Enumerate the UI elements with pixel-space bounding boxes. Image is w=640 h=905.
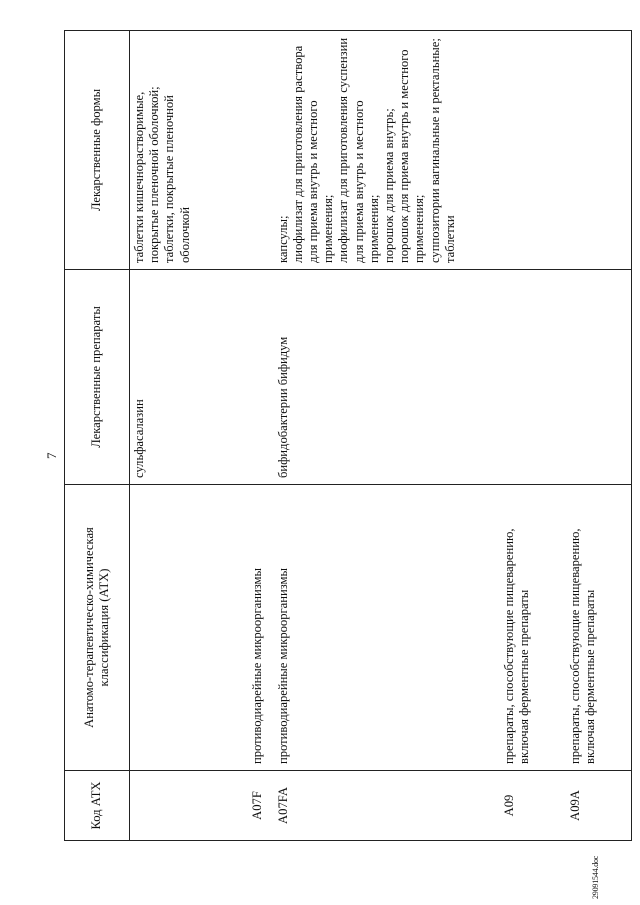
cell-classification: противодиарейные микроорганизмы xyxy=(274,485,500,771)
table-row xyxy=(566,31,632,841)
cell-code: A07F xyxy=(248,771,274,841)
cell-forms xyxy=(566,31,632,270)
atc-table xyxy=(64,30,632,841)
cell-drug xyxy=(500,270,566,485)
header-classification: Анатомо-терапевтическо-химическая классификация (АТХ) xyxy=(65,485,130,771)
cell-classification: противодиарейные микроорганизмы xyxy=(248,485,274,771)
header-code: Код АТХ xyxy=(65,771,130,841)
cell-drug: бифидобактерии бифидум xyxy=(274,270,500,485)
cell-code xyxy=(130,771,248,841)
form-item: капсулы; xyxy=(275,215,290,263)
cell-forms xyxy=(130,31,248,270)
table-header-row xyxy=(65,31,130,841)
cell-classification: препараты, способствующие пищеварению, включая ферментные препараты xyxy=(566,485,632,771)
table-row xyxy=(500,31,566,841)
table-row xyxy=(130,31,248,841)
form-item: таблетки кишечнорастворимые, покрытые пленочной оболочкой; xyxy=(132,86,162,263)
table-row xyxy=(248,31,274,841)
form-item: таблетки, покрытые пленочной оболочкой xyxy=(162,95,192,263)
form-item: порошок для приема внутрь и местного применения; xyxy=(397,49,427,263)
form-item: порошок для приема внутрь; xyxy=(381,108,396,263)
cell-forms xyxy=(500,31,566,270)
form-item: суппозитории вагинальные и ректальные; xyxy=(427,38,442,263)
form-item: лиофилизат для приготовления раствора для приема внутрь и местного применения; xyxy=(290,45,336,263)
document-id: 29091544.doc xyxy=(591,855,600,899)
header-forms: Лекарственные формы xyxy=(65,31,130,270)
cell-code: A09 xyxy=(500,771,566,841)
cell-drug: сульфасалазин xyxy=(130,270,248,485)
cell-drug xyxy=(566,270,632,485)
cell-classification: препараты, способствующие пищеварению, включая ферментные препараты xyxy=(500,485,566,771)
header-drugs: Лекарственные препараты xyxy=(65,270,130,485)
cell-forms xyxy=(248,31,274,270)
form-item: таблетки xyxy=(442,215,457,263)
table-row xyxy=(274,31,500,841)
cell-drug xyxy=(248,270,274,485)
cell-classification xyxy=(130,485,248,771)
cell-code: A09A xyxy=(566,771,632,841)
form-item: лиофилизат для приготовления суспензии для приема внутрь и местного применения; xyxy=(336,37,381,263)
page-number: 7 xyxy=(44,452,59,459)
cell-forms xyxy=(274,31,500,270)
cell-code: A07FA xyxy=(274,771,500,841)
